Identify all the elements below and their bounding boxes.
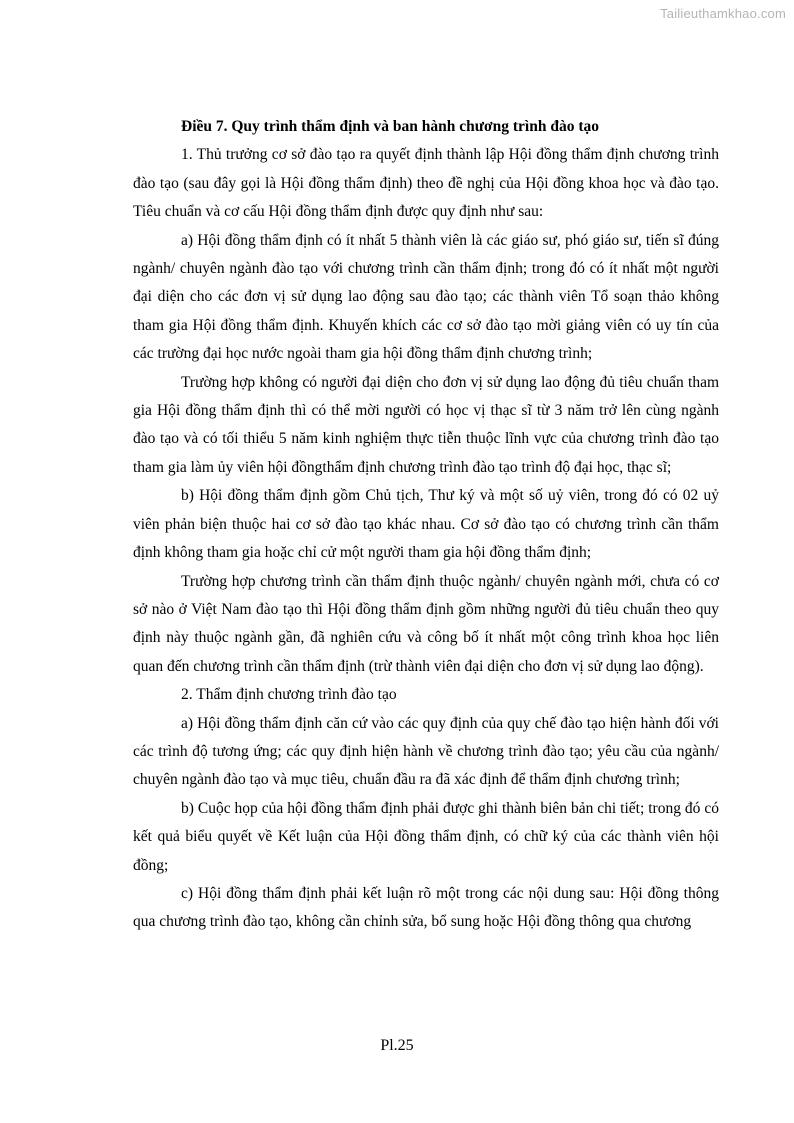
document-body [133,113,719,937]
watermark-text: Tailieuthamkhao.com [660,6,786,21]
page-number: Pl.25 [380,1037,414,1054]
paragraph-1a-exception: Trường hợp không có người đại diện cho đơn vị sử dụng lao động đủ tiêu chuẩn tham gia Hội đồng thẩm định thì có thể mời người có học vị thạc sĩ từ 3 năm trở lên cùng ngành đào tạo và có tối thiểu 5 năm kinh nghiệm thực tiễn thuộc lĩnh vực của chương trình đào tạo tham gia làm ủy viên hội đồngthẩm định chương trình đào tạo trình độ đại học, thạc sĩ; [133,373,719,476]
paragraph-2a: a) Hội đồng thẩm định căn cứ vào các quy định của quy chế đào tạo hiện hành đối với các trình độ tương ứng; các quy định hiện hành về chương trình đào tạo; yêu cầu của ngành/ chuyên ngành đào tạo và mục tiêu, chuẩn đầu ra đã xác định để thẩm định chương trình; [133,714,719,789]
paragraph-1b-exception: Trường hợp chương trình cần thẩm định thuộc ngành/ chuyên ngành mới, chưa có cơ sở nào ở Việt Nam đào tạo thì Hội đồng thẩm định gồm những người đủ tiêu chuẩn theo quy định này thuộc ngành gần, đã nghiên cứu và công bố ít nhất một công trình khoa học liên quan đến chương trình cần thẩm định (trừ thành viên đại diện cho đơn vị sử dụng lao động). [133,572,719,675]
paragraph-2b: b) Cuộc họp của hội đồng thẩm định phải được ghi thành biên bản chi tiết; trong đó có kết quả biểu quyết về Kết luận của Hội đồng thẩm định, có chữ ký của các thành viên hội đồng; [133,799,719,874]
paragraph-1b: b) Hội đồng thẩm định gồm Chủ tịch, Thư ký và một số uỷ viên, trong đó có 02 uỷ viên phản biện thuộc hai cơ sở đào tạo khác nhau. Cơ sở đào tạo có chương trình cần thẩm định không tham gia hoặc chỉ cử một người tham gia hội đồng thẩm định; [133,487,719,562]
paragraph-1a: a) Hội đồng thẩm định có ít nhất 5 thành viên là các giáo sư, phó giáo sư, tiến sĩ đúng ngành/ chuyên ngành đào tạo với chương trình cần thẩm định; trong đó có ít nhất một người đại diện cho các đơn vị sử dụng lao động sau đào tạo; các thành viên Tổ soạn thảo không tham gia Hội đồng thẩm định. Khuyến khích các cơ sở đào tạo mời giảng viên có uy tín của các trường đại học nước ngoài tham gia hội đồng thẩm định chương trình; [133,231,719,363]
article-heading: Điều 7. Quy trình thẩm định và ban hành chương trình đào tạo [181,118,599,135]
paragraph-2c: c) Hội đồng thẩm định phải kết luận rõ một trong các nội dung sau: Hội đồng thông qua chương trình đào tạo, không cần chỉnh sửa, bổ sung hoặc Hội đồng thông qua chương [133,884,719,931]
paragraph-1: 1. Thủ trưởng cơ sở đào tạo ra quyết định thành lập Hội đồng thẩm định chương trình đào tạo (sau đây gọi là Hội đồng thẩm định) theo đề nghị của Hội đồng khoa học và đào tạo. Tiêu chuẩn và cơ cấu Hội đồng thẩm định được quy định như sau: [133,146,719,221]
paragraph-2: 2. Thẩm định chương trình đào tạo [181,686,397,704]
